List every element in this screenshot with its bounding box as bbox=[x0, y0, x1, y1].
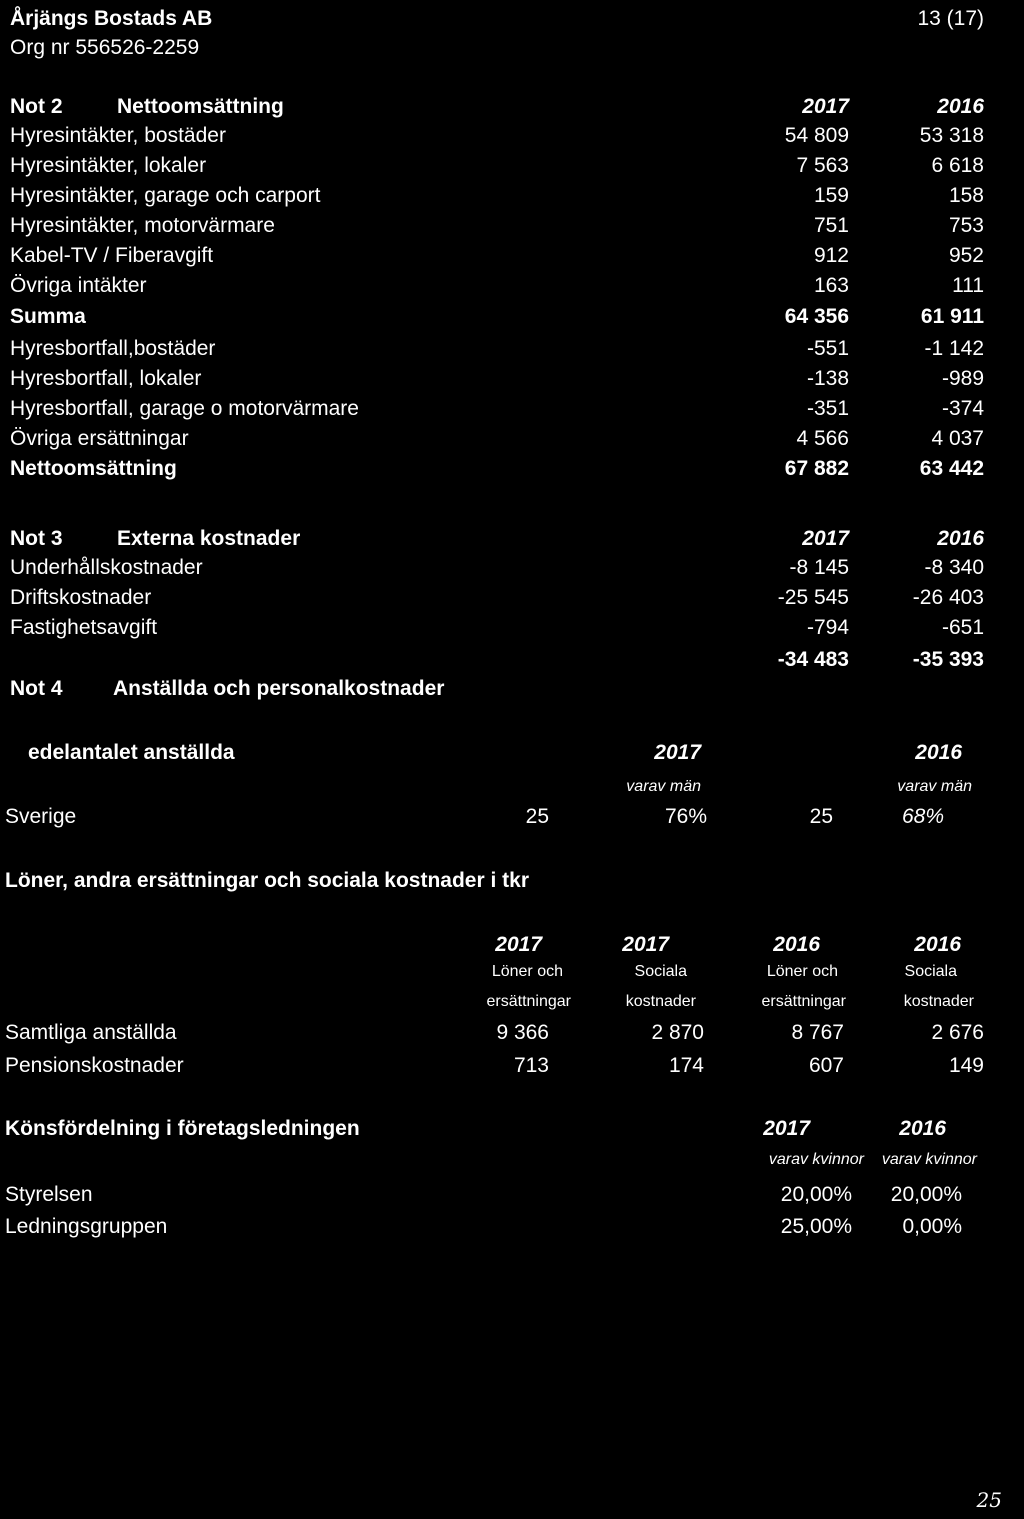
avg-employees-title: edelantalet anställda bbox=[28, 741, 235, 764]
row-label: Nettoomsättning bbox=[10, 457, 177, 480]
value-2016: -1 142 bbox=[924, 337, 984, 360]
avg-sub-2017: varav män bbox=[626, 778, 701, 795]
gender-col-2017: 2017 bbox=[763, 1117, 810, 1140]
note-3-total-2016: -35 393 bbox=[912, 648, 984, 671]
value-2017: -8 145 bbox=[789, 556, 849, 579]
men-share-2017: 76% bbox=[664, 805, 707, 828]
value-2017: 54 809 bbox=[784, 124, 849, 147]
company-name: Årjängs Bostads AB bbox=[10, 7, 213, 30]
value-2017: 4 566 bbox=[796, 427, 849, 450]
gender-title: Könsfördelning i företagsledningen bbox=[5, 1117, 360, 1140]
note-2-label: Not 2 bbox=[10, 95, 63, 118]
salaries-value-1: 9 366 bbox=[496, 1021, 549, 1044]
salaries-year-2: 2017 bbox=[622, 933, 669, 956]
value-2017: 64 356 bbox=[784, 305, 849, 328]
row-label: Underhållskostnader bbox=[10, 556, 203, 579]
value-2016: 53 318 bbox=[919, 124, 984, 147]
avg-sub-2016: varav män bbox=[897, 778, 972, 795]
row-label: Driftskostnader bbox=[10, 586, 152, 609]
salaries-value-4: 2 676 bbox=[931, 1021, 984, 1044]
row-label: Kabel-TV / Fiberavgift bbox=[10, 244, 214, 267]
employees-2017: 25 bbox=[525, 805, 549, 828]
row-label: Övriga intäkter bbox=[10, 274, 147, 297]
row-label: Fastighetsavgift bbox=[10, 616, 158, 639]
value-2017: -351 bbox=[806, 397, 849, 420]
value-2016: 4 037 bbox=[931, 427, 984, 450]
avg-col-2017: 2017 bbox=[654, 741, 701, 764]
women-share-2017: 20,00% bbox=[780, 1183, 852, 1206]
value-2016: -26 403 bbox=[912, 586, 984, 609]
value-2016: 111 bbox=[952, 274, 984, 297]
page-number: 13 (17) bbox=[917, 7, 984, 30]
value-2017: 751 bbox=[813, 214, 849, 237]
salaries-head-1b: ersättningar bbox=[486, 993, 571, 1010]
salaries-value-2: 174 bbox=[668, 1054, 704, 1077]
row-label: Hyresintäkter, garage och carport bbox=[10, 184, 321, 207]
salaries-head-2b: kostnader bbox=[625, 993, 696, 1010]
value-2017: 67 882 bbox=[784, 457, 849, 480]
row-label: Styrelsen bbox=[5, 1183, 93, 1206]
salaries-head-4a: Sociala bbox=[904, 963, 957, 980]
value-2016: -651 bbox=[941, 616, 984, 639]
row-label: Sverige bbox=[5, 805, 77, 828]
value-2017: 912 bbox=[813, 244, 849, 267]
row-label: Hyresbortfall, garage o motorvärmare bbox=[10, 397, 359, 420]
value-2017: 163 bbox=[813, 274, 849, 297]
salaries-year-1: 2017 bbox=[495, 933, 542, 956]
row-label: Hyresintäkter, lokaler bbox=[10, 154, 207, 177]
note-3-col-2016: 2016 bbox=[937, 527, 984, 550]
gender-sub-2016: varav kvinnor bbox=[881, 1151, 977, 1168]
row-label: Ledningsgruppen bbox=[5, 1215, 168, 1238]
avg-col-2016: 2016 bbox=[915, 741, 962, 764]
note-3-title: Externa kostnader bbox=[117, 527, 301, 550]
note-4-label: Not 4 bbox=[10, 677, 63, 700]
salaries-year-3: 2016 bbox=[773, 933, 820, 956]
salaries-head-4b: kostnader bbox=[903, 993, 974, 1010]
note-2-col-2016: 2016 bbox=[937, 95, 984, 118]
value-2017: 159 bbox=[813, 184, 849, 207]
value-2016: -8 340 bbox=[924, 556, 984, 579]
row-label: Hyresintäkter, motorvärmare bbox=[10, 214, 275, 237]
value-2016: 753 bbox=[948, 214, 984, 237]
row-label: Hyresbortfall,bostäder bbox=[10, 337, 216, 360]
row-label: Samtliga anställda bbox=[5, 1021, 177, 1044]
salaries-year-4: 2016 bbox=[914, 933, 961, 956]
row-label: Summa bbox=[10, 305, 86, 328]
note-2-title: Nettoomsättning bbox=[117, 95, 284, 118]
salaries-value-3: 607 bbox=[808, 1054, 844, 1077]
row-label: Pensionskostnader bbox=[5, 1054, 184, 1077]
gender-sub-2017: varav kvinnor bbox=[768, 1151, 864, 1168]
value-2016: 952 bbox=[948, 244, 984, 267]
note-3-label: Not 3 bbox=[10, 527, 63, 550]
value-2017: 7 563 bbox=[796, 154, 849, 177]
women-share-2017: 25,00% bbox=[780, 1215, 852, 1238]
org-number: Org nr 556526-2259 bbox=[10, 36, 200, 59]
salaries-value-2: 2 870 bbox=[651, 1021, 704, 1044]
value-2017: -794 bbox=[806, 616, 849, 639]
salaries-value-3: 8 767 bbox=[791, 1021, 844, 1044]
salaries-head-3a: Löner och bbox=[766, 963, 838, 980]
note-2-col-2017: 2017 bbox=[802, 95, 849, 118]
gender-col-2016: 2016 bbox=[899, 1117, 946, 1140]
salaries-head-3b: ersättningar bbox=[761, 993, 846, 1010]
salaries-value-4: 149 bbox=[948, 1054, 984, 1077]
salaries-head-1a: Löner och bbox=[491, 963, 563, 980]
women-share-2016: 20,00% bbox=[890, 1183, 962, 1206]
value-2016: -989 bbox=[941, 367, 984, 390]
value-2016: 6 618 bbox=[931, 154, 984, 177]
row-label: Hyresintäkter, bostäder bbox=[10, 124, 226, 147]
handwritten-page-mark: 25 bbox=[976, 1488, 1002, 1512]
salaries-value-1: 713 bbox=[513, 1054, 549, 1077]
value-2016: 158 bbox=[948, 184, 984, 207]
salaries-head-2a: Sociala bbox=[634, 963, 687, 980]
salaries-title: Löner, andra ersättningar och sociala kostnader i tkr bbox=[5, 869, 529, 892]
note-3-total-2017: -34 483 bbox=[777, 648, 849, 671]
value-2016: -374 bbox=[941, 397, 984, 420]
value-2017: -138 bbox=[806, 367, 849, 390]
women-share-2016: 0,00% bbox=[902, 1215, 962, 1238]
value-2016: 63 442 bbox=[919, 457, 984, 480]
value-2017: -25 545 bbox=[777, 586, 849, 609]
row-label: Hyresbortfall, lokaler bbox=[10, 367, 202, 390]
value-2017: -551 bbox=[806, 337, 849, 360]
value-2016: 61 911 bbox=[920, 305, 984, 328]
employees-2016: 25 bbox=[809, 805, 833, 828]
men-share-2016: 68% bbox=[901, 805, 944, 828]
row-label: Övriga ersättningar bbox=[10, 427, 189, 450]
note-4-title: Anställda och personalkostnader bbox=[113, 677, 445, 700]
note-3-col-2017: 2017 bbox=[802, 527, 849, 550]
